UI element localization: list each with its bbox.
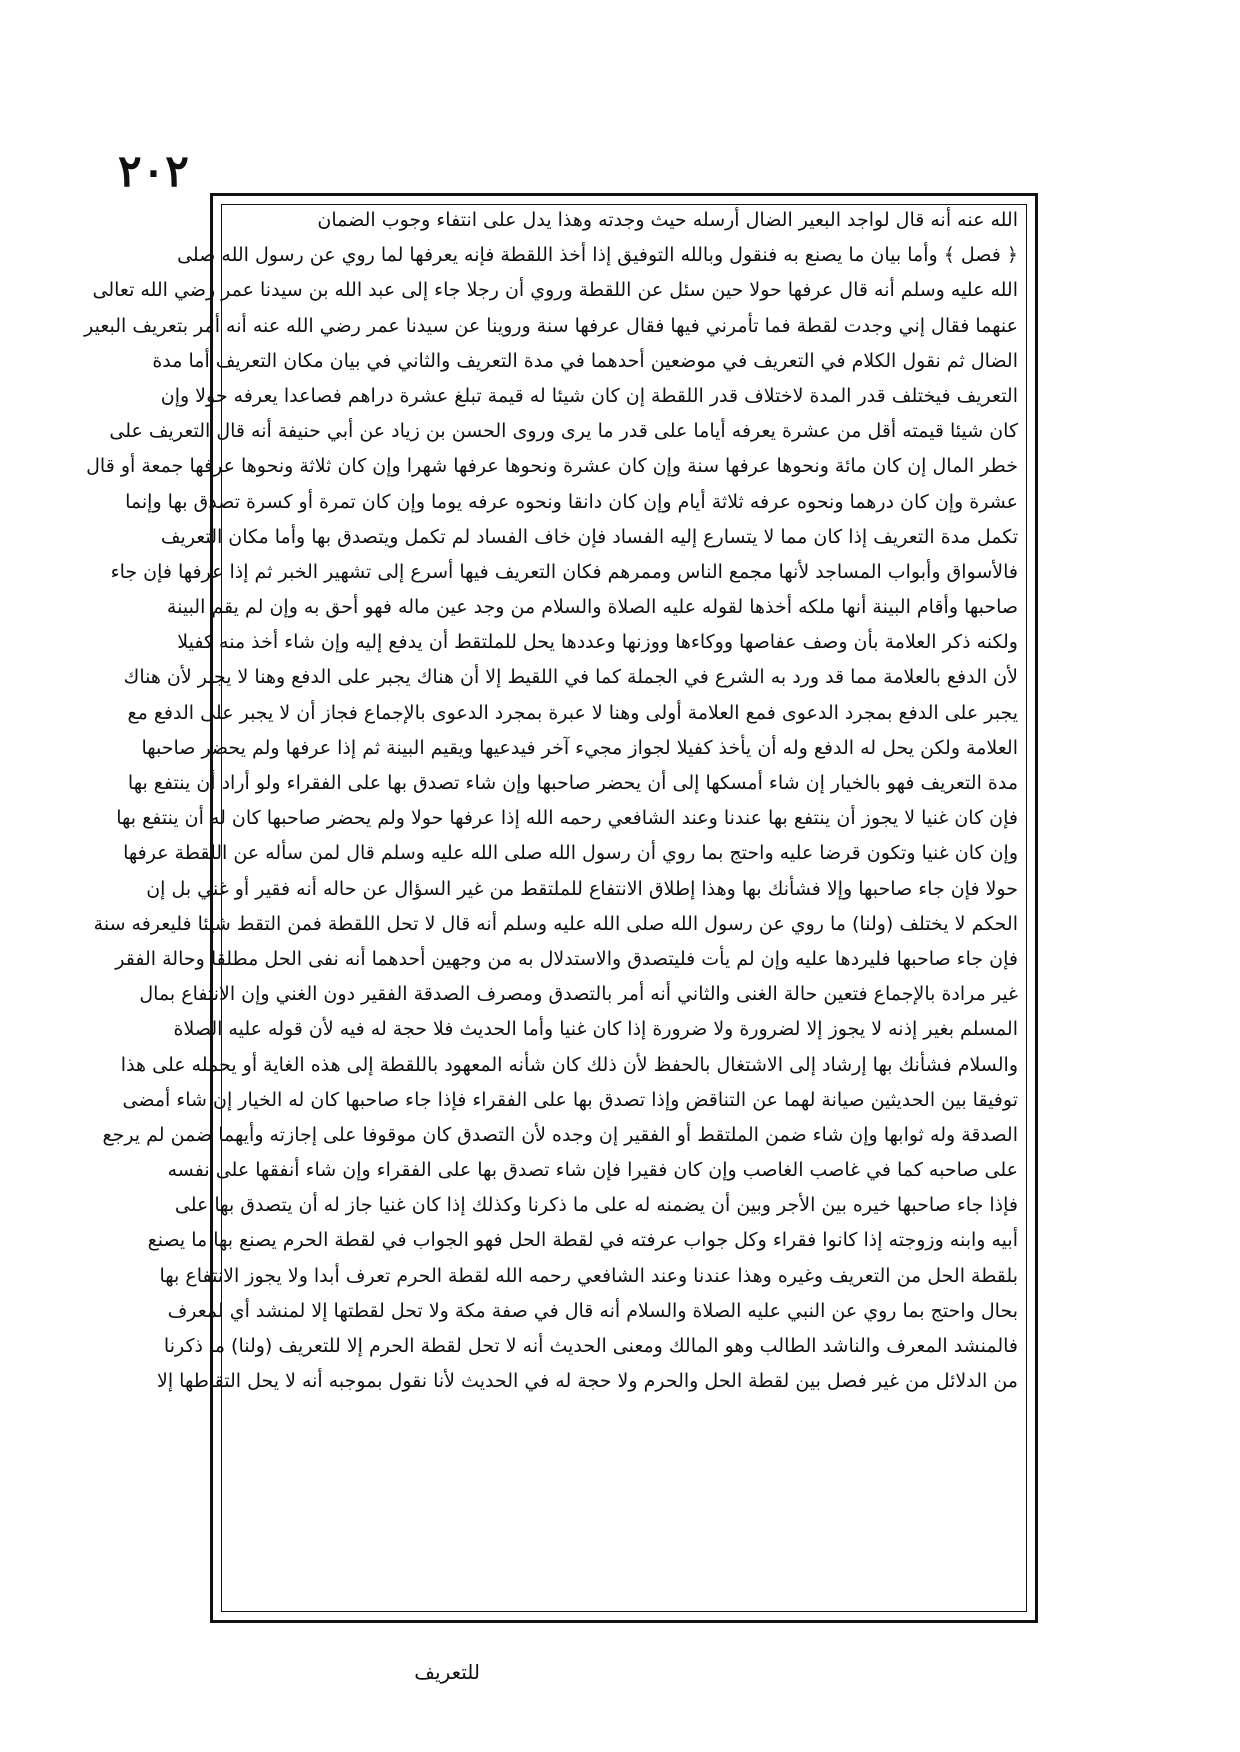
text-line: الحكم لا يختلف (ولنا) ما روي عن رسول الله صلى الله عليه وسلم أنه قال لا تحل اللقطة فمن التقط شيئا فليعرفه سنة bbox=[93, 912, 1018, 935]
text-line: وإن كان غنيا وتكون قرضا عليه واحتج بما روي أن رسول الله صلى الله عليه وسلم قال لمن سأله عن اللقطة عرفها bbox=[123, 842, 1018, 865]
text-line: حولا فإن جاء صاحبها وإلا فشأنك بها وهذا إطلاق الانتفاع للملتقط من غير السؤال عن حاله أنه فقير أو غني بل إن bbox=[146, 877, 1018, 900]
text-line: التعريف فيختلف قدر المدة لاختلاف قدر اللقطة إن كان شيئا له قيمة تبلغ عشرة دراهم فصاعدا يعرفه حولا وإن bbox=[160, 384, 1018, 407]
text-line: فإن كان غنيا لا يجوز أن ينتفع بها عندنا وعند الشافعي رحمه الله إذا عرفها حولا ولم يحضر صاحبها كان له أن ينتفع بها bbox=[116, 807, 1018, 830]
text-line: العلامة ولكن يحل له الدفع وله أن يأخذ كفيلا لجواز مجيء آخر فيدعيها ويقيم البينة ثم إذا عرفها ولم يحضر صاحبها bbox=[141, 736, 1018, 759]
text-line: مدة التعريف فهو بالخيار إن شاء أمسكها إلى أن يحضر صاحبها وإن شاء تصدق بها على الفقراء ولو أراد أن ينتفع بها bbox=[127, 772, 1018, 794]
text-line: فإذا جاء صاحبها خيره بين الأجر وبين أن يضمنه له على ما ذكرنا وكذلك إذا كان غنيا جاز له أن يتصدق بها على bbox=[174, 1194, 1018, 1217]
text-line: الصدقة وله ثوابها وإن شاء ضمن الملتقط أو الفقير إن وجده لأن التصدق كان موقوفا على إجازته وأيهما ضمن لم يرجع bbox=[102, 1123, 1018, 1146]
text-line: بلقطة الحل من التعريف وغيره وهذا عندنا وعند الشافعي رحمه الله لقطة الحرم تعرف أبدا ولا يجوز الانتفاع بها bbox=[159, 1264, 1018, 1287]
main-text bbox=[84, 203, 1018, 1603]
text-line: لأن الدفع بالعلامة مما قد ورد به الشرع في الجملة كما في اللقيط إلا أن هناك يجبر على الدفع وهنا لا يجبر لأن هناك bbox=[123, 666, 1018, 689]
text-line: عنهما فقال إني وجدت لقطة فما تأمرني فيها فقال عرفها سنة وروينا عن سيدنا عمر رضي الله عنه أنه أمر بتعريف البعير bbox=[84, 314, 1018, 337]
text-line: كان شيئا قيمته أقل من عشرة يعرفه أياما على قدر ما يرى وروى الحسن بن زياد عن أبي حنيفة أنه قال التعريف على bbox=[109, 420, 1018, 443]
catchword: للتعريف bbox=[414, 1660, 480, 1684]
text-line: والسلام فشأنك بها إرشاد إلى الاشتغال بالحفظ لأن ذلك كان شأنه المعهود باللقطة إلى هذه الغاية أو يحمله على هذا bbox=[120, 1053, 1018, 1076]
text-line: من الدلائل من غير فصل بين لقطة الحل والحرم ولا حجة له في الحديث لأنا نقول بموجبه أنه لا يحل التقاطها إلا bbox=[157, 1370, 1018, 1393]
text-line: المسلم بغير إذنه لا يجوز إلا لضرورة ولا ضرورة إذا كان غنيا وأما الحديث فلا حجة له فيه لأن قوله عليه الصلاة bbox=[173, 1018, 1018, 1041]
text-line: تكمل مدة التعريف إذا كان مما لا يتسارع إليه الفساد فإن خاف الفساد لم تكمل ويتصدق بها وأما مكان التعريف bbox=[160, 525, 1018, 548]
text-line: ولكنه ذكر العلامة بأن وصف عفاصها ووكاءها ووزنها وعددها يحل للملتقط أن يدفع إليه وإن شاء أخذ منه كفيلا bbox=[177, 631, 1018, 654]
text-line: الله عليه وسلم أنه قال عرفها حولا حين سئل عن اللقطة وروي أن رجلا جاء إلى عبد الله بن سيدنا عمر رضي الله تعالى bbox=[92, 279, 1018, 302]
text-line: الله عنه أنه قال لواجد البعير الضال أرسله حيث وجدته وهذا يدل على انتفاء وجوب الضمان bbox=[317, 209, 1018, 231]
text-line: عشرة وإن كان درهما ونحوه عرفه ثلاثة أيام وإن كان دانقا ونحوه عرفه يوما وإن كان تمرة أو كسرة تصدق بها وإنما bbox=[125, 490, 1018, 513]
text-line: فإن جاء صاحبها فليردها عليه وإن لم يأت فليتصدق والاستدلال به من وجهين أحدهما أنه نفى الحل مطلقا وحالة الفقر bbox=[115, 947, 1018, 970]
text-line: أبيه وابنه وزوجته إذا كانوا فقراء وكل جواب عرفته في لقطة الحل فهو الجواب في لقطة الحرم يصنع بها ما يصنع bbox=[147, 1229, 1018, 1252]
text-line: توفيقا بين الحديثين صيانة لهما عن التناقض وإذا تصدق بها على الفقراء فإذا جاء صاحبها كان له الخيار إن شاء أمضى bbox=[122, 1088, 1018, 1111]
text-line: ﴿ فصل ﴾ وأما بيان ما يصنع به فنقول وبالله التوفيق إذا أخذ اللقطة فإنه يعرفها لما روي عن رسول الله صلى bbox=[177, 244, 1018, 267]
page-number: ٢٠٢ bbox=[118, 146, 189, 197]
text-line: صاحبها وأقام البينة أنها ملكه أخذها لقوله عليه الصلاة والسلام من وجد عين ماله فهو أحق به وإن لم يقم البينة bbox=[166, 596, 1018, 619]
text-line: يجبر على الدفع بمجرد الدعوى فمع العلامة أولى وهنا لا عبرة بمجرد الدعوى بالإجماع فجاز أن لا يجبر على الدفع مع bbox=[127, 701, 1018, 724]
text-line: خطر المال إن كان مائة ونحوها عرفها سنة وإن كان عشرة ونحوها عرفها شهرا وإن كان ثلاثة ونحوها عرفها جمعة أو قال bbox=[86, 455, 1018, 478]
text-line: بحال واحتج بما روي عن النبي عليه الصلاة والسلام أنه قال في صفة مكة ولا تحل لقطتها إلا لمنشد أي لمعرف bbox=[167, 1299, 1018, 1322]
text-line: غير مرادة بالإجماع فتعين حالة الغنى والثاني أنه أمر بالتصدق ومصرف الصدقة الفقير دون الغني وإن الانتفاع بمال bbox=[139, 983, 1018, 1006]
text-line: على صاحبه كما في غاصب الغاصب وإن كان فقيرا فإن شاء تصدق بها على الفقراء وإن شاء أنفقها على نفسه bbox=[167, 1159, 1018, 1182]
text-line: فالأسواق وأبواب المساجد لأنها مجمع الناس وممرهم فكان التعريف فيها أسرع إلى تشهير الخبر ثم إذا عرفها فإن جاء bbox=[110, 560, 1018, 583]
text-line: فالمنشد المعرف والناشد الطالب وهو المالك ومعنى الحديث أنه لا تحل لقطة الحرم إلا للتعريف (ولنا) ما ذكرنا bbox=[163, 1335, 1018, 1357]
text-line: الضال ثم نقول الكلام في التعريف في موضعين أحدهما في مدة التعريف والثاني في بيان مكان التعريف أما مدة bbox=[152, 349, 1018, 372]
